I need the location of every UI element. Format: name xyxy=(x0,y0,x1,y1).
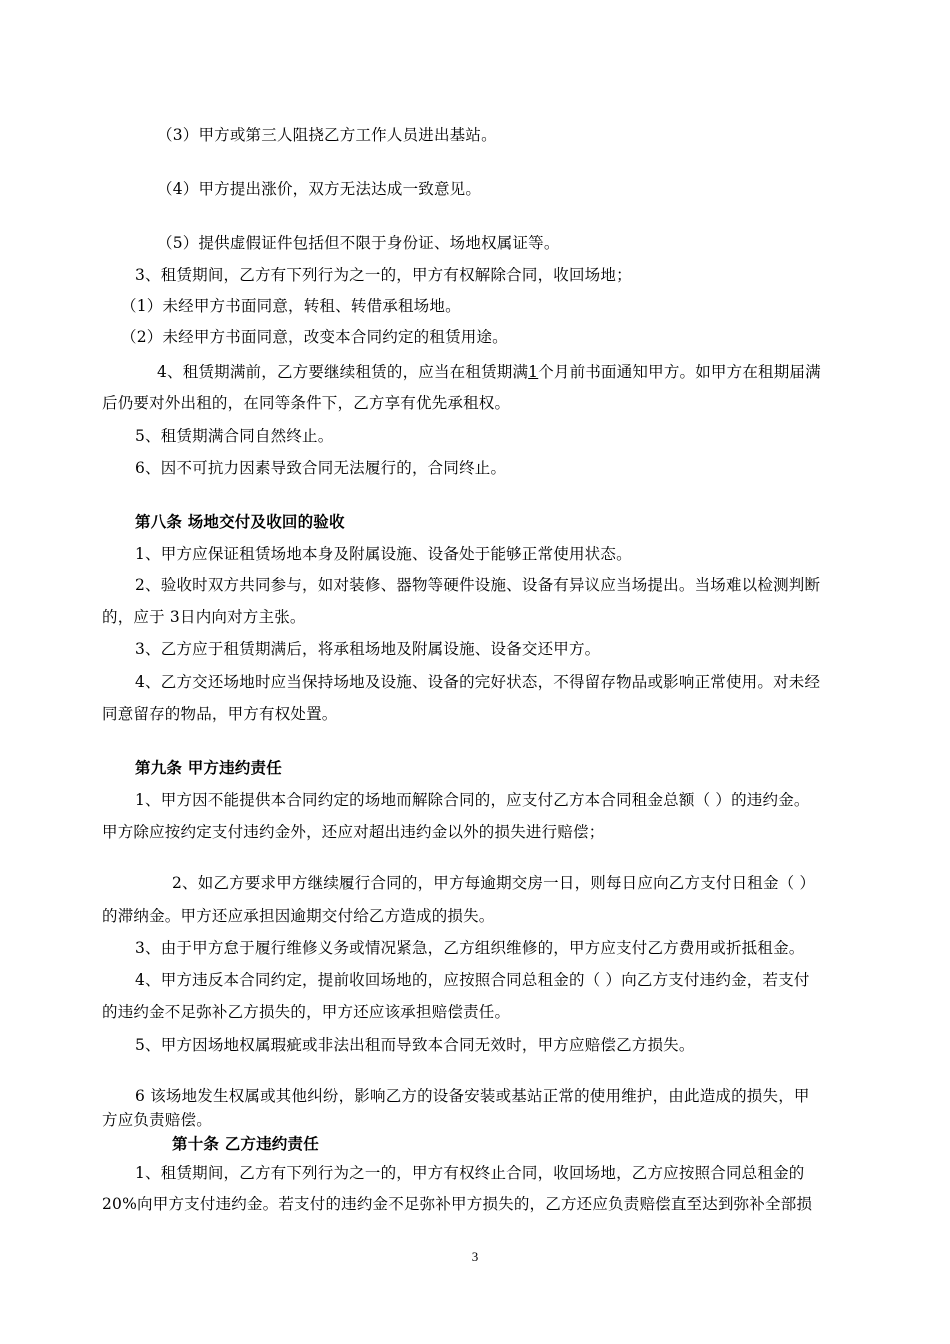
clause-line: 的滞纳金。甲方还应承担因逾期交付给乙方造成的损失。 xyxy=(102,907,495,925)
clause-line: （5）提供虚假证件包括但不限于身份证、场地权属证等。 xyxy=(157,234,560,252)
clause-line: 1、租赁期间，乙方有下列行为之一的，甲方有权终止合同，收回场地，乙方应按照合同总租金的 xyxy=(135,1164,805,1182)
renewal-text-before: 4、租赁期满前，乙方要继续租赁的，应当在租赁期满 xyxy=(157,363,529,381)
clause-line: 4、乙方交还场地时应当保持场地及设施、设备的完好状态，不得留存物品或影响正常使用。对未经 xyxy=(135,673,821,691)
section-heading-10: 第十条 乙方违约责任 xyxy=(172,1134,319,1153)
clause-line-renewal xyxy=(157,362,821,382)
clause-line: 1、甲方应保证租赁场地本身及附属设施、设备处于能够正常使用状态。 xyxy=(135,545,632,563)
section-heading-9: 第九条 甲方违约责任 xyxy=(135,758,282,777)
clause-line: 2、如乙方要求甲方继续履行合同的，甲方每逾期交房一日，则每日应向乙方支付日租金（ ） xyxy=(172,874,816,892)
clause-line: 3、乙方应于租赁期满后，将承租场地及附属设施、设备交还甲方。 xyxy=(135,640,601,658)
clause-line: 5、租赁期满合同自然终止。 xyxy=(135,427,334,445)
page-number: 3 xyxy=(471,1249,479,1264)
clause-line: 3、由于甲方怠于履行维修义务或情况紧急，乙方组织维修的，甲方应支付乙方费用或折抵租金。 xyxy=(135,939,805,957)
clause-line: 的，应于 3日内向对方主张。 xyxy=(102,608,306,626)
renewal-text-after: 个月前书面通知甲方。如甲方在租期届满 xyxy=(538,363,821,381)
notice-months-value: 1 xyxy=(528,363,539,381)
clause-line: 方应负责赔偿。 xyxy=(102,1111,212,1129)
clause-line: 1、甲方因不能提供本合同约定的场地而解除合同的，应支付乙方本合同租金总额（ ）的违约金。 xyxy=(135,791,810,809)
section-heading-8: 第八条 场地交付及收回的验收 xyxy=(135,512,345,531)
clause-line: 4、甲方违反本合同约定，提前收回场地的，应按照合同总租金的（ ）向乙方支付违约金，若支付 xyxy=(135,971,810,989)
clause-line: 2、验收时双方共同参与，如对装修、器物等硬件设施、设备有异议应当场提出。当场难以检测判断 xyxy=(135,576,821,594)
clause-line: 6、因不可抗力因素导致合同无法履行的，合同终止。 xyxy=(135,459,507,477)
clause-line: （4）甲方提出涨价，双方无法达成一致意见。 xyxy=(157,180,482,198)
clause-line: 20%向甲方支付违约金。若支付的违约金不足弥补甲方损失的，乙方还应负责赔偿直至达到弥补全部损 xyxy=(102,1195,813,1213)
clause-line: 后仍要对外出租的，在同等条件下，乙方享有优先承租权。 xyxy=(102,394,511,412)
clause-line: （1）未经甲方书面同意，转租、转借承租场地。 xyxy=(121,297,461,315)
clause-line: 3、租赁期间，乙方有下列行为之一的，甲方有权解除合同，收回场地； xyxy=(135,266,632,284)
clause-line: 甲方除应按约定支付违约金外，还应对超出违约金以外的损失进行赔偿； xyxy=(102,823,605,841)
clause-line: 6 该场地发生权属或其他纠纷，影响乙方的设备安装或基站正常的使用维护，由此造成的损失，甲 xyxy=(135,1087,810,1105)
clause-line: 5、甲方因场地权属瑕疵或非法出租而导致本合同无效时，甲方应赔偿乙方损失。 xyxy=(135,1036,695,1054)
clause-line: （2）未经甲方书面同意，改变本合同约定的租赁用途。 xyxy=(121,328,508,346)
clause-line: 同意留存的物品，甲方有权处置。 xyxy=(102,705,338,723)
clause-line: 的违约金不足弥补乙方损失的，甲方还应该承担赔偿责任。 xyxy=(102,1003,511,1021)
clause-line: （3）甲方或第三人阻挠乙方工作人员进出基站。 xyxy=(157,126,497,144)
